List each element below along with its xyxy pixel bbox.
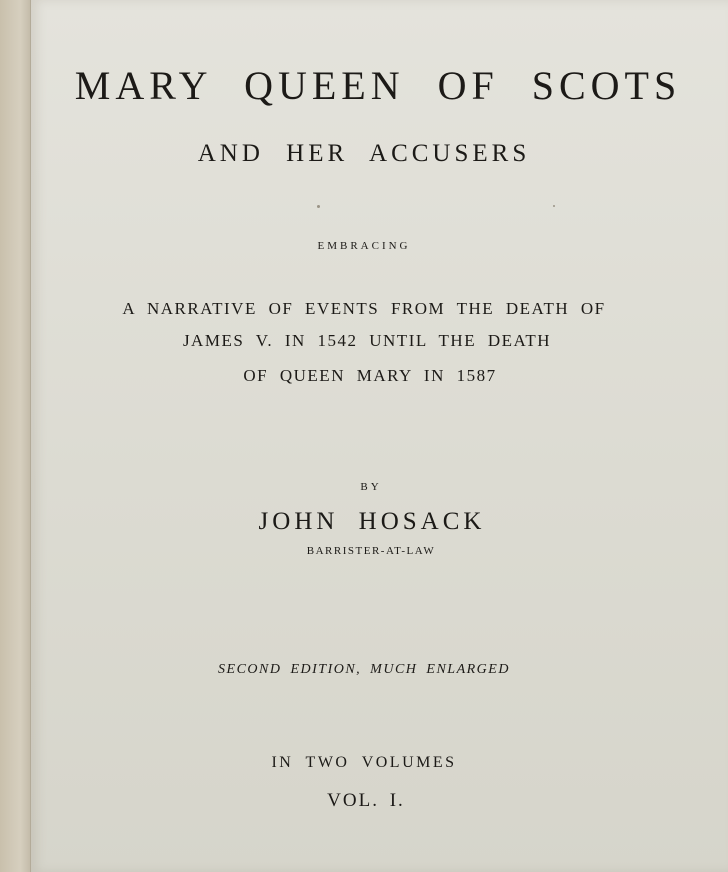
book-subtitle: AND HER ACCUSERS xyxy=(197,140,531,167)
volume-number: VOL. I. xyxy=(327,790,405,811)
author-name: JOHN HOSACK xyxy=(258,508,486,535)
by-label: BY xyxy=(360,481,382,493)
description-line-2: JAMES V. IN 1542 UNTIL THE DEATH xyxy=(182,331,552,350)
description-line-3: OF QUEEN MARY IN 1587 xyxy=(243,366,497,385)
paper-speck xyxy=(553,205,555,207)
author-profession: BARRISTER-AT-LAW xyxy=(306,545,436,557)
title-page xyxy=(30,0,728,872)
volumes-note: IN TWO VOLUMES xyxy=(271,754,457,771)
description-line-1: A NARRATIVE OF EVENTS FROM THE DEATH OF xyxy=(122,299,606,318)
book-title: MARY QUEEN OF SCOTS xyxy=(74,63,682,108)
embracing-label: EMBRACING xyxy=(317,240,411,252)
edition-note: SECOND EDITION, MUCH ENLARGED xyxy=(218,662,510,677)
page-edge-binding xyxy=(0,0,34,872)
paper-speck xyxy=(317,205,320,208)
